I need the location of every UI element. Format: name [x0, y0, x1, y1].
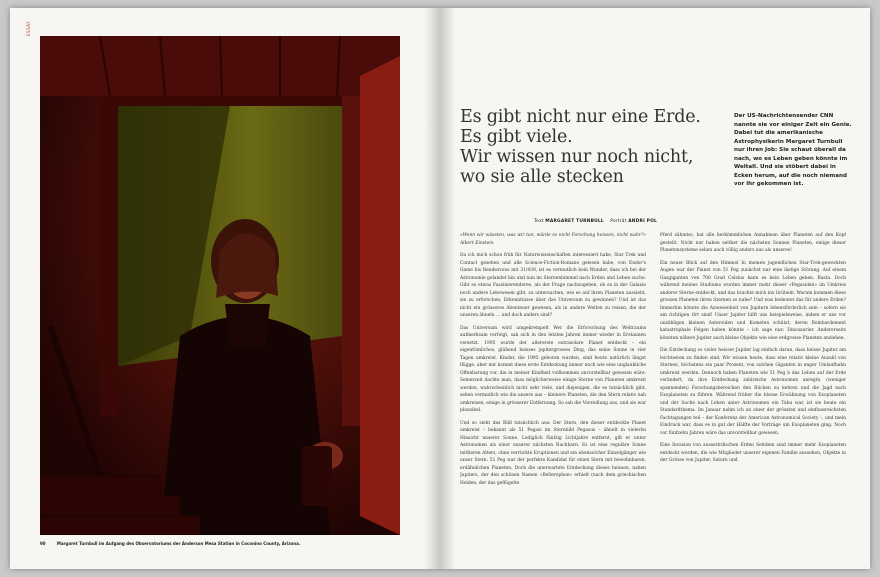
body-paragraph: Das Universum wird umgekrempelt Wer die Erforschung des Weltraums aufmerksam verfolgt, sah sich in den letzten Jahren immer wieder in Erstaunen versetzt. 1995 wurde der allererste extrasolare Planet entdeckt – ein eigentümliches, glühend heisses jupitergrosses Ding, das seine Sonne in vier Tagen umkreist. Kinder, die 1995 geboren wurden, sind heute natürlich längst flügge, aber mir kommt diese erste Entdeckung immer noch wie eine unglaubliche Offenbarung vor, die in meiner Kindheit vollkommen unvorstellbar gewesen wäre. Seinerzeit dachte man, dass möglicherweise einige Sterne von Planeten umkreist werden, wahrscheinlich nicht sehr viele, und diejenigen, die es tatsächlich gibt, sehen vermutlich wie die unsere aus – kleinere Planeten, die den Stern relativ nah umkreisen, einige in grösserer Entfernung. So sah die Vorstellung aus, und sie war plausibel.: [460, 325, 646, 413]
body-paragraph: Und so sieht das Bild tatsächlich aus: Der Stern, den dieser entdeckte Planet umkreist – bekannt als 51 Pegasi im Sternbild Pegasus – ähnelt in vielerlei Hinsicht unserer Sonne. Lediglich fünfzig Lichtjahre entfernt, gilt er unter Astronomen als einer unserer nächsten Nachbarn. Es ist eine reguläre Sonne mittleren Alters, ohne verrückte Eruptionen und ein ebensolcher Einzelgänger wie unser Stern. 51 Peg war der perfekte Kandidat für einen Stern mit bewohnbaren, erdähnlichen Planeten. Doch die unerwartete Entdeckung dieses heissen, nahen Jupiters, der den schönen Namen «Bellerophon» erhielt (nach dem griechischen Helden, der das geflügelte: [460, 420, 646, 486]
right-page: [440, 8, 870, 569]
body-paragraph: Eine Invasion von ausserirdischen Erden Seitdem sind immer mehr Exoplaneten entdeckt worden, die wie Mitglieder unserer eigenen Familie aussehen, Objekte in der Grösse von Jupiter, Saturn und: [660, 443, 846, 463]
caption-text: Margaret Turnbull im Aufgang des Observatoriums der Anderson Mesa Station in Coconino County, Arizona.: [56, 541, 301, 546]
article-headline: [460, 107, 730, 187]
portrait-author: ANDRI POL: [628, 219, 658, 224]
spread-gutter: [424, 8, 456, 569]
article-lede: Der US-Nachrichtensender CNN nannte sie vor einiger Zeit ein Genie. Dabei tut die amerikanische Astrophysikerin Margaret Turnbull nur ihren Job: Sie schaut überall da nach, wo es Leben geben könnte im Weltall. Und sie stöbert dabei in Ecken herum, auf die noch niemand vor ihr gekommen ist.: [734, 113, 852, 187]
body-paragraph: Die Entdeckung so vieler heisser Jupiter lag einfach daran, dass heisse Jupiter am leichtesten zu finden sind. Wir wissen heute, dass eine relativ kleine Anzahl von Sternen, höchstens ein paar Prozent, von solchen Giganten in enger Umlaufbahn umkreist werden. Dennoch haben Planeten wie 51 Peg b das Leben auf der Erde verändert, da ihre Entdeckung zahlreiche Astronomen anregte, (weniger spannenden) Forschungsbereichen den Rücken zu kehren und die Jagd nach Exoplaneten zu führen. Während früher die blosse Erwähnung von Exoplaneten und der Suche nach Leben unter Astronomen ein Tabu war, ist sie heute ein Standardthema. Im Januar nahm ich an einer der grössten und einflussreichsten Fachtagungen teil – der Konferenz der American Astronomical Society –, und mein Eindruck war, dass es in gut der Hälfte der Vorträge um Exoplaneten ging. Noch vor fünfzehn Jahren wäre das unvorstellbar gewesen.: [660, 348, 846, 436]
body-paragraph: Pferd zähmte), hat alle herkömmlichen Annahmen über Planeten auf den Kopf gestellt. Nicht nur haben seither die nächsten Sonnen Planeten, einige dieser Planetensysteme sehen auch völlig anders aus als unseres!: [660, 233, 846, 253]
photo-caption: [40, 541, 420, 546]
magazine-spread: [10, 8, 870, 569]
body-paragraph: Ein neuer Blick auf den Himmel In meinen jugendlichen Star-Trek-geweckten Augen war der Planet von 51 Peg zunächst nur eine lästige Störung. Auf einem Gasgiganten von 700 Grad Celsius kann es kein Leben geben. Basta. Doch während meines Studiums wurden immer mehr dieser «Pegasiden» im Umkreis anderer Sterne entdeckt, und das brachte mich ins Grübeln. Warum kommen diese grossen Planeten ihren Sternen so nahe? Und was bedeutet das für andere Erden? Immerhin könnte die Anwesenheit von Jupitern lebensförderlich sein – sofern sie am richtigen Ort sind! Unser Jupiter hilft uns beispielsweise, indem er uns vor unzähligen kleinen Asteroiden und Kometen schützt, deren Bombardement katastrophale Folgen haben könnte – ich sage nur: Dinosaurier. Andererseits könnten nähere Jupiter auch kleine Objekte wie eine erdgrosse Planeten anziehen.: [660, 260, 846, 341]
headline-line: wo sie alle stecken: [460, 167, 624, 187]
headline-line: Es gibt nicht nur eine Erde.: [460, 107, 701, 127]
left-page: [10, 8, 440, 569]
text-label: Text: [534, 219, 544, 224]
portrait-label: Porträt: [610, 219, 627, 224]
section-tag: ESSAY: [26, 20, 31, 36]
article-credits: [534, 219, 774, 224]
body-paragraph: «Wenn wir wüssten, was wir tun, würde es nicht Forschung heissen, nicht wahr?» Albert Einstein: [460, 233, 646, 246]
headline-line: Wir wissen nur noch nicht,: [460, 147, 694, 167]
body-column-1: [460, 232, 646, 552]
page-number: 90: [40, 541, 46, 546]
headline-line: Es gibt viele.: [460, 127, 573, 147]
body-paragraph: Da ich mich schon früh für Naturwissenschaften interessiert habe, Star Trek und Contact gesehen und alle Science-Fiction-Romane gelesen habe, von Ender's Game bis Rendezvous mit 31/439, ist es vermutlich kein Wunder, dass ich bei der Astronomie gelandet bin und nun im Sternenhimmel nach Erden und Leben suche. Gibt es etwas Faszinierenderes, als der Frage nachzugehen, ob es in der Galaxie noch andere Lebewesen gibt, zu untersuchen, wie es auf ihren Planeten aussieht, sie zu erforschen, Erkenntnisse über das Universum zu gewinnen? Und ist das nicht ein grösseres Abenteuer gewesen, als in andere Welten zu reisen, die der unseren ähneln … und doch anders sind?: [460, 253, 646, 318]
body-column-2: [660, 232, 846, 552]
portrait-photo-illustration: [40, 36, 400, 535]
portrait-photo: [40, 36, 400, 535]
text-author: MARGARET TURNBULL: [545, 219, 604, 224]
